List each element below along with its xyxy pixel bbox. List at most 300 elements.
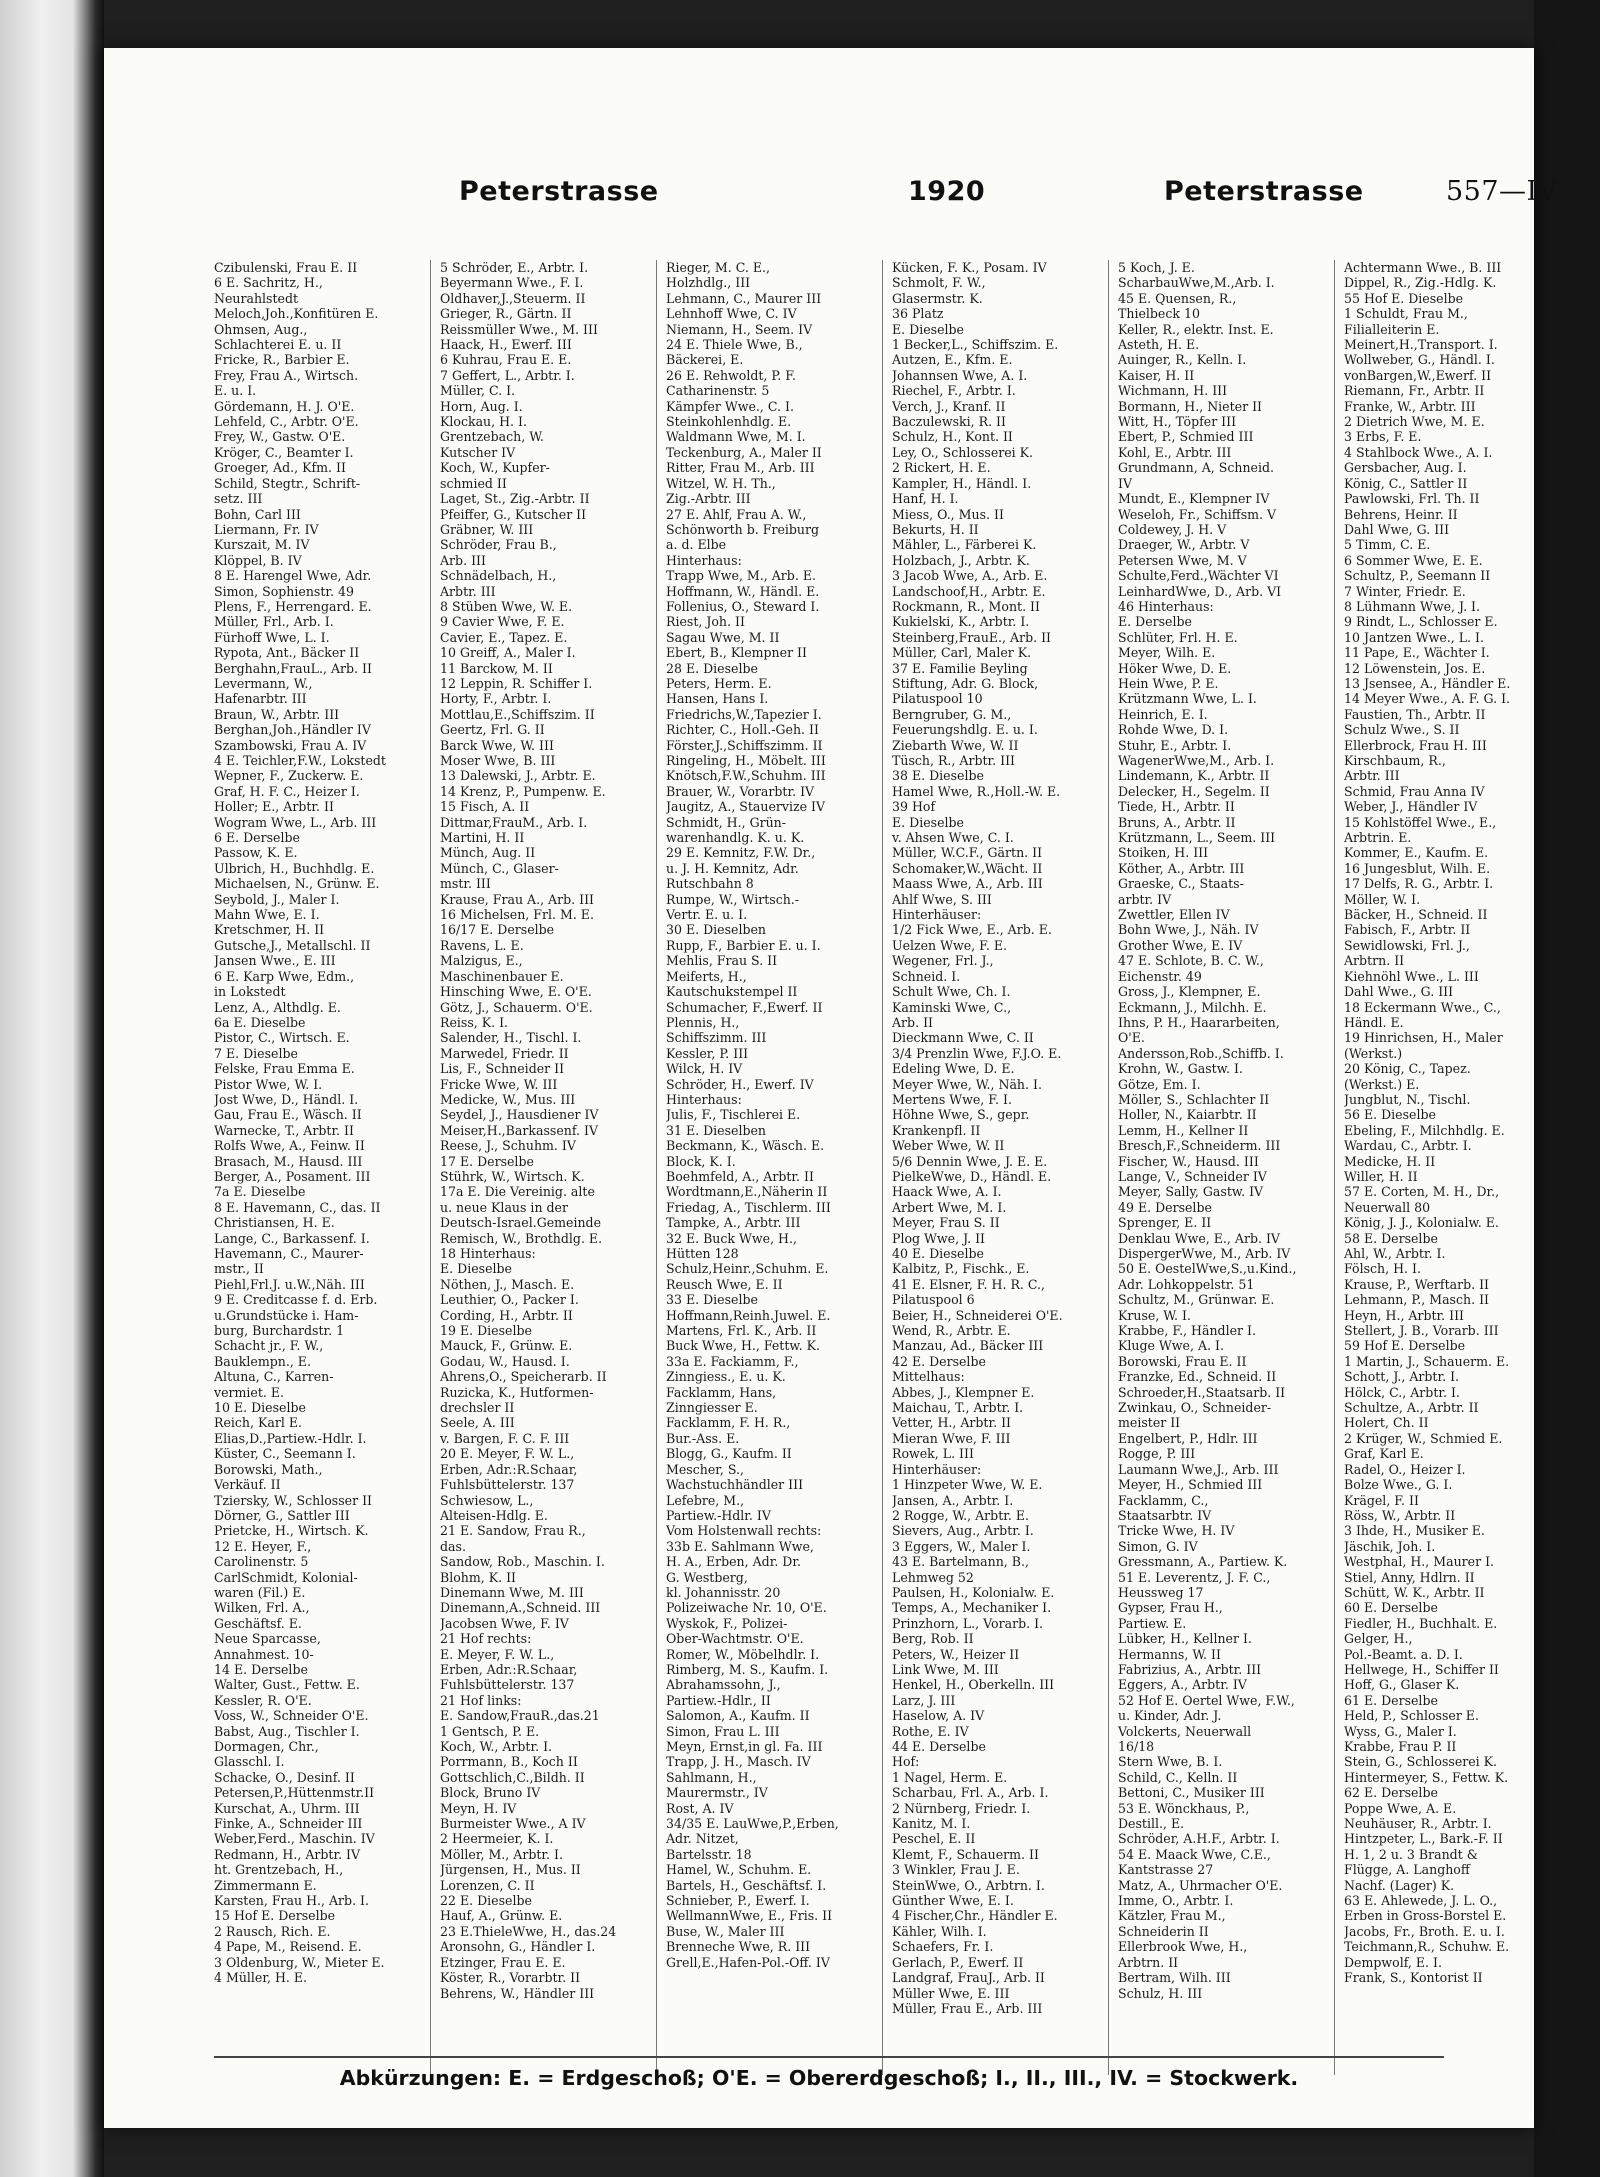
directory-entry: 20 E. Meyer, F. W. L., — [440, 1446, 575, 1462]
directory-column-2 — [440, 260, 657, 2075]
directory-entry: Boehmfeld, A., Arbtr. II — [666, 1168, 814, 1184]
directory-entry: 16/17 E. Derselbe — [440, 922, 555, 938]
directory-entry: Buck Wwe, H., Fettw. K. — [666, 1338, 820, 1354]
directory-entry: 12 Löwenstein, Jos. E. — [1344, 660, 1486, 676]
directory-entry: 1 Becker,L., Schiffszim. E. — [892, 337, 1059, 353]
directory-entry: 1 Gentsch, P. E. — [440, 1723, 540, 1739]
directory-entry: Partiew.-Hdlr., II — [666, 1692, 771, 1708]
directory-entry: Meiferts, H., — [666, 968, 747, 984]
directory-entry: Schulz,Heinr.,Schuhm. E. — [666, 1261, 829, 1277]
directory-entry: Steinkohlenhdlg. E. — [666, 414, 792, 430]
directory-entry: 4 Stahlbock Wwe., A. I. — [1344, 444, 1493, 460]
directory-entry: Gau, Frau E., Wäsch. II — [214, 1107, 362, 1123]
directory-entry: Reich, Karl E. — [214, 1415, 302, 1431]
directory-entry: Steinberg,FrauE., Arb. II — [892, 629, 1051, 645]
directory-entry: Lehmweg 52 — [892, 1569, 974, 1585]
directory-entry: Rutschbahn 8 — [666, 876, 754, 892]
directory-entry: H. A., Erben, Adr. Dr. — [666, 1554, 801, 1570]
directory-entry: E. u. I. — [214, 383, 257, 399]
directory-entry: 19 Hinrichsen, H., Maler — [1344, 1030, 1503, 1046]
directory-entry: Riest, Joh. II — [666, 614, 745, 630]
directory-entry: Pawlowski, Frl. Th. II — [1344, 491, 1480, 507]
directory-entry: Gersbacher, Aug. I. — [1344, 460, 1467, 476]
directory-entry: Horn, Aug. I. — [440, 398, 523, 414]
directory-entry: Erben in Gross-Borstel E. — [1344, 1908, 1507, 1924]
directory-entry: Gottschlich,C.,Bildh. II — [440, 1769, 585, 1785]
directory-entry: Reissmüller Wwe., M. III — [440, 321, 598, 337]
directory-entry: Sprenger, E. II — [1118, 1215, 1212, 1231]
directory-entry: Müller, Carl, Maler K. — [892, 645, 1032, 661]
directory-entry: Wogram Wwe, L., Arb. III — [214, 814, 377, 830]
directory-entry: Plens, F., Herrengard. E. — [214, 598, 372, 614]
abbreviations-footer: Abkürzungen: E. = Erdgeschoß; O'E. = Obererdgeschoß; I., II., III., IV. = Stockwerk. — [339, 2066, 1299, 2090]
directory-entry: Ringeling, H., Möbelt. III — [666, 753, 826, 768]
directory-entry: Brenneche Wwe, R. III — [666, 1939, 811, 1955]
directory-entry: Simon, Frau L. III — [666, 1723, 780, 1739]
directory-entry: 10 E. Dieselbe — [214, 1400, 306, 1416]
directory-entry: 21 Hof links: — [440, 1692, 522, 1708]
directory-entry: Witt, H., Töpfer III — [1118, 414, 1237, 430]
directory-entry: Pilatuspool 10 — [892, 691, 983, 707]
directory-entry: Weseloh, Fr., Schiffsm. V — [1118, 506, 1277, 522]
directory-entry: Ebeling, F., Milchhdlg. E. — [1344, 1122, 1505, 1138]
directory-entry: Plog Wwe, J. II — [892, 1230, 986, 1246]
directory-entry: Borowski, Math., — [214, 1461, 323, 1477]
directory-entry: (Werkst.) E. — [1344, 1076, 1420, 1092]
directory-entry: Delecker, H., Segelm. II — [1118, 783, 1270, 799]
directory-entry: Kätzler, Frau M., — [1118, 1908, 1226, 1924]
directory-entry: Kessler, P. III — [666, 1045, 749, 1061]
directory-entry: mstr. III — [440, 876, 491, 892]
directory-entry: Krabbe, F., Händler I. — [1118, 1323, 1256, 1339]
directory-entry: Tampke, A., Arbtr. III — [666, 1215, 801, 1231]
directory-entry: 7 Geffert, L., Arbtr. I. — [440, 367, 575, 383]
directory-entry: 3 Ihde, H., Musiker E. — [1344, 1523, 1485, 1539]
directory-entry: Arbert Wwe, M. I. — [892, 1199, 1007, 1215]
directory-entry: Stein, G., Schlosserei K. — [1344, 1754, 1498, 1770]
directory-entry: (Werkst.) — [1344, 1045, 1403, 1061]
directory-entry: 1/2 Fick Wwe, E., Arb. E. — [892, 922, 1052, 938]
directory-entry: Annahmest. 10- — [214, 1646, 314, 1662]
directory-entry: Coldewey, J. H. V — [1118, 521, 1227, 537]
directory-entry: Faustien, Th., Arbtr. II — [1344, 706, 1486, 722]
directory-entry: Arbtrn. II — [1118, 1954, 1179, 1970]
directory-entry: Petersen Wwe, M. V — [1118, 552, 1247, 568]
directory-entry: Arb. III — [440, 552, 486, 568]
directory-entry: 16/18 — [1118, 1739, 1155, 1754]
directory-entry: Dittmar,FrauM., Arb. I. — [440, 814, 588, 830]
directory-entry: 14 Meyer Wwe., A. F. G. I. — [1344, 691, 1511, 707]
directory-entry: Fuhlsbüttelerstr. 137 — [440, 1477, 575, 1493]
directory-entry: Kluge Wwe, A. I. — [1118, 1338, 1224, 1354]
directory-entry: Hölck, C., Arbtr. I. — [1344, 1384, 1460, 1400]
directory-entry: Jaugitz, A., Stauervize IV — [666, 799, 826, 815]
directory-entry: Eckmann, J., Milchh. E. — [1118, 999, 1267, 1015]
directory-entry: Waldmann Wwe, M. I. — [666, 429, 806, 445]
directory-entry: u.Grundstücke i. Ham- — [214, 1307, 359, 1323]
directory-entry: Denklau Wwe, E., Arb. IV — [1118, 1230, 1280, 1246]
directory-entry: Dahl Wwe, G. III — [1344, 521, 1450, 537]
directory-entry: Salender, H., Tischl. I. — [440, 1030, 582, 1046]
directory-page — [104, 48, 1558, 2128]
footer-rule — [214, 2056, 1444, 2058]
directory-entry: Fabisch, F., Arbtr. II — [1344, 922, 1471, 938]
directory-entry: Weber Wwe, W. II — [892, 1138, 1005, 1154]
directory-entry: Redmann, H., Arbtr. IV — [214, 1846, 361, 1862]
directory-entry: Piehl,Frl.J. u.W.,Näh. III — [214, 1276, 365, 1292]
directory-entry: Henkel, H., Oberkelln. III — [892, 1677, 1055, 1693]
directory-entry: Engelbert, P., Hdlr. III — [1118, 1430, 1258, 1446]
directory-entry: Horty, F., Arbtr. I. — [440, 691, 552, 707]
directory-entry: Reiss, K. I. — [440, 1014, 509, 1030]
directory-entry: 42 E. Derselbe — [892, 1353, 986, 1369]
directory-entry: Hinterhaus: — [666, 552, 742, 568]
directory-entry: Tziersky, W., Schlosser II — [214, 1492, 372, 1508]
directory-entry: burg, Burchardstr. 1 — [214, 1323, 345, 1339]
directory-entry: Holler; E., Arbtr. II — [214, 799, 334, 815]
directory-entry: Zwettler, Ellen IV — [1118, 907, 1230, 923]
directory-entry: Klockau, H. I. — [440, 414, 527, 430]
directory-entry: Holler, N., Kaiarbtr. II — [1118, 1107, 1257, 1123]
directory-entry: Bormann, H., Nieter II — [1118, 398, 1262, 414]
directory-entry: Fiedler, H., Buchhalt. E. — [1344, 1615, 1498, 1631]
directory-entry: 3 Winkler, Frau J. E. — [892, 1862, 1020, 1878]
directory-entry: Holzhdlg., III — [666, 275, 751, 291]
directory-entry: Lis, F., Schneider II — [440, 1061, 565, 1077]
directory-entry: Schmidt, H., Grün- — [666, 814, 786, 830]
directory-entry: Bertram, Wilh. III — [1118, 1970, 1231, 1986]
directory-entry: Romer, W., Möbelhdlr. I. — [666, 1646, 820, 1662]
directory-entry: Götz, J., Schauerm. O'E. — [440, 999, 593, 1015]
directory-entry: Köther, A., Arbtr. III — [1118, 860, 1245, 876]
directory-entry: Graeske, C., Staats- — [1118, 876, 1244, 892]
directory-entry: 40 E. Dieselbe — [892, 1246, 984, 1261]
directory-entry: Bettoni, C., Musiker III — [1118, 1785, 1265, 1801]
directory-entry: Müller Wwe, E. III — [892, 1985, 1010, 2001]
directory-entry: Krohn, W., Gastw. I. — [1118, 1061, 1243, 1077]
directory-entry: Mahn Wwe, E. I. — [214, 907, 320, 923]
directory-entry: Poppe Wwe, A. E. — [1344, 1800, 1457, 1816]
directory-entry: 4 Müller, H. E. — [214, 1970, 308, 1986]
directory-entry: Alteisen-Hdlg. E. — [440, 1507, 548, 1523]
directory-entry: 24 E. Thiele Wwe, B., — [666, 337, 803, 353]
directory-entry: 17 Delfs, R. G., Arbtr. I. — [1344, 876, 1494, 892]
directory-entry: Krabbe, Frau P. II — [1344, 1739, 1457, 1754]
directory-entry: 8 E. Havemann, C., das. II — [214, 1199, 381, 1215]
directory-entry: Meyer, Sally, Gastw. IV — [1118, 1184, 1264, 1200]
directory-entry: 3/4 Prenzlin Wwe, F.J.O. E. — [892, 1045, 1062, 1061]
directory-entry: Lehfeld, C., Arbtr. O'E. — [214, 414, 359, 430]
directory-entry: Erben, Adr.:R.Schaar, — [440, 1461, 578, 1477]
directory-entry: Schneiderin II — [1118, 1923, 1209, 1939]
directory-entry: Staatsarbtr. IV — [1118, 1507, 1212, 1523]
directory-entry: Zig.-Arbtr. III — [666, 491, 751, 507]
directory-entry: Heyn, H., Arbtr. III — [1344, 1307, 1465, 1323]
directory-entry: Bäcker, H., Schneid. II — [1344, 907, 1488, 923]
directory-entry: Moser Wwe, B. III — [440, 753, 556, 768]
directory-entry: Hermanns, W. II — [1118, 1646, 1221, 1662]
directory-entry: Radel, O., Heizer I. — [1344, 1461, 1466, 1477]
directory-entry: Autzen, E., Kfm. E. — [892, 352, 1013, 368]
directory-entry: Kähler, Wilh. I. — [892, 1923, 987, 1939]
directory-entry: Reusch Wwe, E. II — [666, 1276, 783, 1292]
directory-entry: Beier, H., Schneiderei O'E. — [892, 1307, 1063, 1323]
directory-entry: Peters, W., Heizer II — [892, 1646, 1020, 1662]
directory-entry: Lange, C., Barkassenf. I. — [214, 1230, 370, 1246]
directory-entry: u. Kinder, Adr. J. — [1118, 1708, 1222, 1724]
directory-entry: Neuhäuser, R., Arbtr. I. — [1344, 1816, 1492, 1832]
directory-entry: 3 Jacob Wwe, A., Arb. E. — [892, 568, 1048, 584]
directory-entry: 13 Jsensee, A., Händler E. — [1344, 675, 1511, 691]
directory-entry: Tricke Wwe, H. IV — [1118, 1523, 1235, 1539]
directory-entry: Rieger, M. C. E., — [666, 260, 771, 275]
directory-entry: 4 Pape, M., Reisend. E. — [214, 1939, 362, 1955]
directory-entry: G. Westberg, — [666, 1569, 748, 1585]
directory-entry: 33b E. Sahlmann Wwe, — [666, 1538, 814, 1554]
directory-entry: Meiser,H.,Barkassenf. IV — [440, 1122, 599, 1138]
directory-entry: Eichenstr. 49 — [1118, 968, 1202, 984]
directory-entry: Schulz, H., Kont. II — [892, 429, 1013, 445]
directory-entry: 54 E. Maack Wwe, C.E., — [1118, 1846, 1271, 1862]
directory-entry: Abbes, J., Klempner E. — [892, 1384, 1035, 1400]
directory-entry: Sagau Wwe, M. II — [666, 629, 780, 645]
directory-entry: Schönworth b. Freiburg — [666, 521, 820, 537]
directory-entry: E. Derselbe — [1118, 614, 1192, 630]
directory-entry: DispergerWwe, M., Arb. IV — [1118, 1246, 1291, 1261]
directory-entry: Arbtr. III — [1344, 768, 1400, 784]
directory-entry: WellmannWwe, E., Fris. II — [666, 1908, 833, 1924]
directory-entry: Bekurts, H. II — [892, 521, 979, 537]
directory-entry: Schultz, P., Seemann II — [1344, 568, 1491, 584]
directory-entry: 8 E. Harengel Wwe, Adr. — [214, 568, 372, 584]
directory-entry: 11 Pape, E., Wächter I. — [1344, 645, 1490, 661]
directory-entry: 9 Cavier Wwe, F. E. — [440, 614, 565, 630]
directory-entry: 32 E. Buck Wwe, H., — [666, 1230, 797, 1246]
directory-entry: 8 Lühmann Wwe, J. I. — [1344, 598, 1481, 614]
directory-entry: Beyermann Wwe., F. I. — [440, 275, 584, 291]
directory-entry: Jäschik, Joh. I. — [1344, 1538, 1436, 1554]
directory-entry: Koch, W., Arbtr. I. — [440, 1739, 553, 1754]
directory-entry: Bresch,F.,Schneiderm. III — [1118, 1138, 1281, 1154]
directory-entry: Vertr. E. u. I. — [666, 907, 748, 923]
directory-entry: Arb. II — [892, 1014, 933, 1030]
directory-entry: 2 Rogge, W., Arbtr. E. — [892, 1507, 1029, 1523]
directory-entry: Krützmann Wwe, L. I. — [1118, 691, 1257, 707]
directory-entry: Seydel, J., Hausdiener IV — [440, 1107, 599, 1123]
directory-entry: Westphal, H., Maurer I. — [1344, 1554, 1495, 1570]
directory-entry: Holzbach, J., Arbtr. K. — [892, 552, 1030, 568]
directory-entry: Krause, Frau A., Arb. III — [440, 891, 594, 907]
directory-entry: Bartels, H., Geschäftsf. I. — [666, 1877, 827, 1893]
directory-entry: 6a E. Dieselbe — [214, 1014, 306, 1030]
directory-entry: Arbtrin. E. — [1344, 830, 1412, 846]
directory-entry: SteinWwe, O., Arbtrn. I. — [892, 1877, 1045, 1893]
directory-entry: Schlüter, Frl. H. E. — [1118, 629, 1238, 645]
directory-entry: 46 Hinterhaus: — [1118, 598, 1214, 614]
directory-entry: Wyss, G., Maler I. — [1344, 1723, 1457, 1739]
directory-entry: Rost, A. IV — [666, 1800, 734, 1816]
directory-entry: Schnädelbach, H., — [440, 568, 557, 584]
directory-entry: 3 Oldenburg, W., Mieter E. — [214, 1954, 385, 1970]
directory-entry: Eggers, A., Arbtr. IV — [1118, 1677, 1247, 1693]
directory-entry: Adr. Nitzet, — [666, 1831, 739, 1847]
directory-entry: Keller, R., elektr. Inst. E. — [1118, 321, 1274, 337]
directory-entry: Zwinkau, O., Schneider- — [1118, 1400, 1272, 1416]
directory-entry: 18 Eckermann Wwe., C., — [1344, 999, 1501, 1015]
directory-entry: Fölsch, H. I. — [1344, 1261, 1421, 1277]
directory-entry: 2 Rickert, H. E. — [892, 460, 991, 476]
directory-entry: Schomaker,W.,Wächt. II — [892, 860, 1043, 876]
directory-entry: Möller, W. I. — [1344, 891, 1421, 907]
directory-entry: König, J. J., Kolonialw. E. — [1344, 1215, 1499, 1231]
directory-entry: Ahl, W., Arbtr. I. — [1344, 1246, 1446, 1261]
directory-entry: Ellerbrock, Frau H. III — [1344, 737, 1487, 753]
directory-entry: Höker Wwe, D. E. — [1118, 660, 1232, 676]
directory-entry: Porrmann, B., Koch II — [440, 1754, 578, 1770]
directory-entry: Tüsch, R., Arbtr. III — [892, 753, 1015, 768]
directory-entry: Stührk, W., Wirtsch. K. — [440, 1168, 585, 1184]
directory-entry: Kohl, E., Arbtr. III — [1118, 444, 1232, 460]
directory-entry: Meyer, H., Schmied III — [1118, 1477, 1263, 1493]
directory-entry: Block, Bruno IV — [440, 1785, 541, 1801]
directory-entry: Hoffmann, W., Händl. E. — [666, 583, 820, 599]
directory-entry: v. Bargen, F. C. F. III — [440, 1430, 570, 1446]
directory-entry: Kommer, E., Kaufm. E. — [1344, 845, 1489, 861]
directory-entry: PielkeWwe, D., Händl. E. — [892, 1168, 1052, 1184]
directory-entry: 4 Fischer,Chr., Händler E. — [892, 1908, 1058, 1924]
directory-entry: Ravens, L. E. — [440, 937, 524, 953]
directory-entry: Friedrichs,W.,Tapezier I. — [666, 706, 822, 722]
directory-entry: Fuhlsbüttelerstr. 137 — [440, 1677, 575, 1693]
directory-entry: Facklamm, C., — [1118, 1492, 1209, 1508]
directory-entry: Berger, A., Posament. III — [214, 1168, 371, 1184]
directory-entry: 14 Krenz, P., Pumpenw. E. — [440, 783, 606, 799]
directory-entry: 2 Heermeier, K. I. — [440, 1831, 554, 1847]
directory-entry: Klöppel, B. IV — [214, 552, 302, 568]
directory-entry: 53 E. Wönckhaus, P., — [1118, 1800, 1250, 1816]
directory-entry: Rimberg, M. S., Kaufm. I. — [666, 1661, 829, 1677]
directory-entry: Jansen, A., Arbtr. I. — [892, 1492, 1014, 1508]
directory-entry: Jacobs, Fr., Broth. E. u. I. — [1344, 1923, 1505, 1939]
directory-entry: Stellert, J. B., Vorarb. III — [1344, 1323, 1499, 1339]
directory-entry: Altuna, C., Karren- — [214, 1369, 334, 1385]
directory-entry: Hanf, H. I. — [892, 491, 959, 507]
directory-entry: 12 Leppin, R. Schiffer I. — [440, 675, 593, 691]
directory-entry: Ley, O., Schlosserei K. — [892, 444, 1034, 460]
directory-entry: 56 E. Dieselbe — [1344, 1107, 1436, 1123]
directory-entry: Baczulewski, R. II — [892, 414, 1006, 430]
directory-entry: Bartelsstr. 18 — [666, 1846, 752, 1862]
directory-entry: Prinzhorn, L., Vorarb. I. — [892, 1615, 1044, 1631]
directory-entry: Neuerwall 80 — [1344, 1199, 1431, 1215]
directory-entry: Walter, Gust., Fettw. E. — [214, 1677, 360, 1693]
directory-entry: meister II — [1118, 1415, 1181, 1431]
directory-entry: Schaefers, Fr. I. — [892, 1939, 994, 1955]
directory-entry: Kurschat, A., Uhrm. III — [214, 1800, 360, 1816]
page-number: 557—IV — [1446, 176, 1558, 207]
directory-entry: 15 Hof E. Derselbe — [214, 1908, 336, 1924]
directory-entry: Mundt, E., Klempner IV — [1118, 491, 1270, 507]
directory-entry: Leuthier, O., Packer I. — [440, 1292, 579, 1308]
directory-entry: Hellwege, H., Schiffer II — [1344, 1661, 1499, 1677]
directory-entry: 33a E. Fackiamm, F., — [666, 1353, 799, 1369]
directory-entry: Godau, W., Hausd. I. — [440, 1353, 570, 1369]
directory-entry: Facklamm, Hans, — [666, 1384, 777, 1400]
directory-entry: Schild, Stegtr., Schrift- — [214, 475, 361, 491]
directory-entry: IV — [1118, 475, 1133, 491]
directory-entry: Etzinger, Frau E. E. — [440, 1954, 566, 1970]
directory-entry: v. Ahsen Wwe, C. I. — [892, 830, 1014, 846]
directory-entry: Czibulenski, Frau E. II — [214, 260, 358, 275]
directory-entry: 15 Kohlstöffel Wwe., E., — [1344, 814, 1497, 830]
directory-entry: Hansen, Hans I. — [666, 691, 769, 707]
directory-entry: in Lokstedt — [214, 984, 286, 1000]
directory-entry: Schmolt, F. W., — [892, 275, 986, 291]
directory-entry: H. 1, 2 u. 3 Brandt & — [1344, 1846, 1478, 1862]
directory-entry: Müller, W.C.F., Gärtn. II — [892, 845, 1043, 861]
directory-entry: Teckenburg, A., Maler II — [666, 444, 822, 460]
directory-entry: Ulbrich, H., Buchhdlg. E. — [214, 860, 375, 876]
directory-entry: Groeger, Ad., Kfm. II — [214, 460, 346, 476]
directory-entry: 7a E. Dieselbe — [214, 1184, 306, 1200]
directory-entry: Wilck, H. IV — [666, 1061, 743, 1077]
directory-entry: drechsler II — [440, 1400, 515, 1416]
directory-entry: Haack Wwe, A. I. — [892, 1184, 1002, 1200]
directory-entry: 49 E. Derselbe — [1118, 1199, 1212, 1215]
directory-entry: Möller, M., Arbtr. I. — [440, 1846, 563, 1862]
directory-entry: 2 Nürnberg, Friedr. I. — [892, 1800, 1031, 1816]
directory-entry: Barck Wwe, W. III — [440, 737, 554, 753]
directory-entry: Liermann, Fr. IV — [214, 521, 319, 537]
directory-entry: Haselow, A. IV — [892, 1708, 985, 1724]
directory-entry: Wepner, F., Zuckerw. E. — [214, 768, 364, 784]
directory-entry: Hinterhäuser: — [892, 1461, 982, 1477]
directory-entry: WagenerWwe,M., Arb. I. — [1118, 753, 1275, 768]
directory-entry: Zimmermann E. — [214, 1877, 317, 1893]
directory-entry: Schneid. I. — [892, 968, 961, 984]
directory-entry: Mottlau,E.,Schiffszim. II — [440, 706, 595, 722]
directory-entry: Schröder, Frau B., — [440, 537, 557, 553]
directory-entry: 37 E. Familie Beyling — [892, 660, 1028, 676]
directory-entry: Lefebre, M., — [666, 1492, 745, 1508]
directory-entry: Röss, W., Arbtr. II — [1344, 1507, 1456, 1523]
directory-entry: das. — [440, 1538, 466, 1554]
directory-entry: Hauf, A., Grünw. E. — [440, 1908, 563, 1924]
directory-entry: 21 Hof rechts: — [440, 1631, 532, 1647]
directory-entry: Havemann, C., Maurer- — [214, 1246, 364, 1261]
directory-entry: 7 Winter, Friedr. E. — [1344, 583, 1466, 599]
directory-entry: Finke, A., Schneider III — [214, 1816, 363, 1832]
directory-entry: Schild, C., Kelln. II — [1118, 1769, 1238, 1785]
directory-entry: Rupp, F., Barbier E. u. I. — [666, 937, 821, 953]
directory-entry: 5 Koch, J. E. — [1118, 260, 1195, 275]
directory-entry: Mehlis, Frau S. II — [666, 953, 778, 969]
directory-entry: Cavier, E., Tapez. E. — [440, 629, 568, 645]
directory-entry: Hamel Wwe, R.,Holl.-W. E. — [892, 783, 1061, 799]
directory-entry: Günther Wwe, E. I. — [892, 1893, 1014, 1909]
directory-entry: Ruzicka, K., Hutformen- — [440, 1384, 594, 1400]
directory-entry: Ihns, P. H., Haararbeiten, — [1118, 1014, 1280, 1030]
directory-entry: Lange, V., Schneider IV — [1118, 1168, 1267, 1184]
directory-entry: ScharbauWwe,M.,Arb. I. — [1118, 275, 1275, 291]
directory-entry: Volckerts, Neuerwall — [1118, 1723, 1252, 1739]
directory-entry: Verch, J., Kranf. II — [892, 398, 1006, 414]
directory-entry: Neurahlstedt — [214, 290, 299, 306]
directory-columns — [214, 260, 1566, 2075]
directory-entry: 16 Jungesblut, Wilh. E. — [1344, 860, 1491, 876]
directory-entry: Blohm, K. II — [440, 1569, 517, 1585]
directory-entry: Friedag, A., Tischlerm. III — [666, 1199, 831, 1215]
